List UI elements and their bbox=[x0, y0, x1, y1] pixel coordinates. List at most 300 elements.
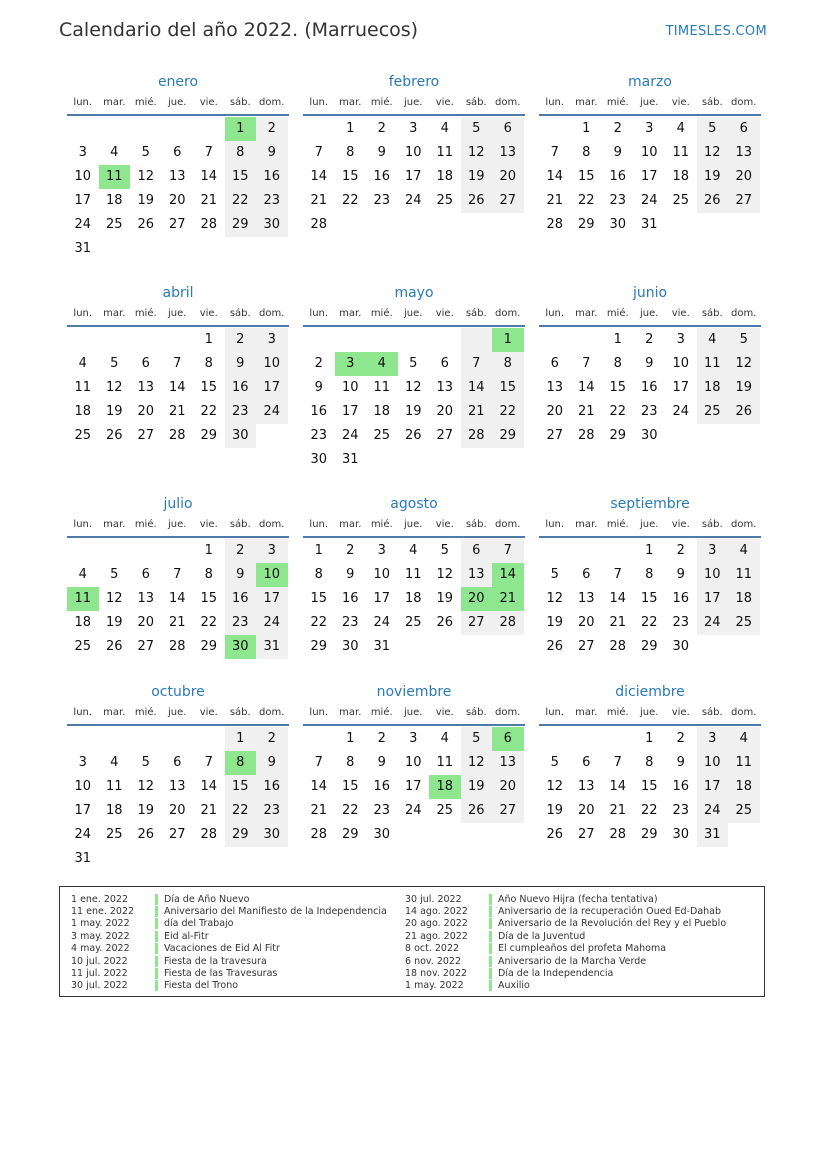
empty-cell bbox=[162, 237, 194, 261]
day-cell: 26 bbox=[697, 189, 729, 213]
day-cell: 18 bbox=[105, 803, 123, 818]
day-cell: 5 bbox=[728, 328, 760, 352]
weekday-label: jue. bbox=[168, 307, 187, 319]
month-febrero bbox=[303, 71, 525, 237]
day-cell: 15 bbox=[609, 380, 627, 395]
day-cell: 18 bbox=[436, 169, 454, 184]
empty-cell bbox=[398, 328, 430, 352]
day-cell: 27 bbox=[137, 428, 155, 443]
day-cell: 1 bbox=[582, 121, 591, 136]
day-cell: 14 bbox=[461, 376, 493, 400]
day-cell: 6 bbox=[461, 539, 493, 563]
holiday-date: 21 ago. 2022 bbox=[405, 930, 468, 942]
day-cell: 5 bbox=[141, 755, 150, 770]
day-cell: 10 bbox=[697, 563, 729, 587]
day-cell: 30 bbox=[609, 217, 627, 232]
weekday-label: dom. bbox=[259, 307, 285, 319]
day-cell: 26 bbox=[105, 428, 123, 443]
weekday-label: mié. bbox=[134, 96, 157, 108]
weekday-label: dom. bbox=[731, 96, 757, 108]
legend-row bbox=[405, 955, 726, 967]
weekday-label: jue. bbox=[168, 706, 187, 718]
day-cell: 22 bbox=[200, 615, 218, 630]
day-cell: 4 bbox=[440, 731, 449, 746]
legend-row bbox=[71, 967, 387, 979]
holiday-marker bbox=[155, 931, 158, 942]
holiday-date: 11 jul. 2022 bbox=[71, 968, 128, 980]
weekday-header bbox=[539, 703, 761, 721]
empty-cell bbox=[162, 117, 194, 141]
weekday-label: lun. bbox=[309, 307, 329, 319]
day-cell: 9 bbox=[377, 755, 386, 770]
weekday-label: dom. bbox=[259, 706, 285, 718]
legend-row bbox=[405, 918, 726, 930]
day-cell: 22 bbox=[225, 799, 257, 823]
day-cell: 16 bbox=[310, 404, 328, 419]
day-cell: 2 bbox=[256, 727, 288, 751]
day-cell: 28 bbox=[492, 611, 524, 635]
day-cell: 13 bbox=[137, 591, 155, 606]
day-cell: 21 bbox=[609, 803, 627, 818]
month-julio bbox=[67, 493, 289, 659]
weekday-label: mié. bbox=[370, 518, 393, 530]
day-cell: 4 bbox=[78, 356, 87, 371]
day-cell: 6 bbox=[728, 117, 760, 141]
day-cell: 1 bbox=[613, 332, 622, 347]
day-cell: 9 bbox=[645, 356, 654, 371]
holiday-name: Día de Año Nuevo bbox=[164, 893, 250, 905]
day-cell: 27 bbox=[728, 189, 760, 213]
day-cell: 20 bbox=[728, 165, 760, 189]
weekday-label: mar. bbox=[575, 96, 598, 108]
day-cell: 20 bbox=[137, 404, 155, 419]
day-cell: 6 bbox=[141, 356, 150, 371]
day-cell: 23 bbox=[373, 803, 391, 818]
holiday-date: 20 ago. 2022 bbox=[405, 918, 468, 930]
day-cell: 7 bbox=[461, 352, 493, 376]
day-cell: 18 bbox=[672, 169, 690, 184]
weekday-label: dom. bbox=[731, 307, 757, 319]
day-cell: 16 bbox=[373, 779, 391, 794]
day-cell: 13 bbox=[728, 141, 760, 165]
day-cell: 8 bbox=[645, 567, 654, 582]
day-cell: 7 bbox=[492, 539, 524, 563]
day-cell: 16 bbox=[609, 169, 627, 184]
day-cell: 4 bbox=[728, 727, 760, 751]
weekday-header bbox=[539, 515, 761, 533]
holiday-date: 6 nov. 2022 bbox=[405, 955, 461, 967]
day-cell: 15 bbox=[341, 779, 359, 794]
day-cell: 30 bbox=[640, 428, 658, 443]
day-cell: 11 bbox=[99, 165, 131, 189]
holiday-name: Aniversario de la Revolución del Rey y el Pueblo bbox=[498, 918, 727, 930]
day-cell: 23 bbox=[341, 615, 359, 630]
holiday-marker bbox=[155, 918, 158, 929]
day-cell: 3 bbox=[377, 543, 386, 558]
day-cell: 6 bbox=[141, 567, 150, 582]
day-cell: 3 bbox=[409, 731, 418, 746]
day-grid bbox=[303, 328, 525, 472]
holiday-date: 18 nov. 2022 bbox=[405, 968, 468, 980]
weekday-label: sáb. bbox=[701, 706, 723, 718]
day-cell: 17 bbox=[697, 587, 729, 611]
day-cell: 10 bbox=[672, 356, 690, 371]
day-cell: 17 bbox=[640, 169, 658, 184]
day-cell: 16 bbox=[256, 775, 288, 799]
empty-cell bbox=[461, 823, 493, 847]
header-divider bbox=[539, 114, 761, 116]
day-cell: 2 bbox=[676, 731, 685, 746]
empty-cell bbox=[225, 237, 257, 261]
day-cell: 17 bbox=[256, 587, 288, 611]
day-cell: 29 bbox=[225, 213, 257, 237]
day-cell: 31 bbox=[640, 217, 658, 232]
day-cell: 11 bbox=[728, 563, 760, 587]
weekday-label: sáb. bbox=[701, 307, 723, 319]
day-cell: 12 bbox=[105, 380, 123, 395]
empty-cell bbox=[193, 117, 225, 141]
day-cell: 29 bbox=[341, 827, 359, 842]
weekday-label: jue. bbox=[404, 518, 423, 530]
holiday-marker bbox=[489, 906, 492, 917]
day-cell: 10 bbox=[404, 145, 422, 160]
day-cell: 14 bbox=[310, 779, 328, 794]
weekday-label: mar. bbox=[339, 518, 362, 530]
day-cell: 6 bbox=[582, 567, 591, 582]
weekday-label: dom. bbox=[259, 518, 285, 530]
legend-row bbox=[71, 918, 387, 930]
empty-cell bbox=[162, 328, 194, 352]
day-cell: 5 bbox=[550, 755, 559, 770]
empty-cell bbox=[99, 847, 131, 871]
weekday-label: lun. bbox=[309, 518, 329, 530]
day-cell: 9 bbox=[377, 145, 386, 160]
day-cell: 30 bbox=[256, 823, 288, 847]
day-cell: 26 bbox=[546, 639, 564, 654]
day-cell: 19 bbox=[105, 615, 123, 630]
day-cell: 3 bbox=[256, 539, 288, 563]
legend-row bbox=[405, 893, 726, 905]
day-cell: 27 bbox=[436, 428, 454, 443]
month-name: septiembre bbox=[610, 496, 690, 512]
day-cell: 31 bbox=[256, 635, 288, 659]
weekday-label: vie. bbox=[435, 518, 454, 530]
legend-row bbox=[405, 930, 726, 942]
day-cell: 14 bbox=[609, 591, 627, 606]
day-cell: 29 bbox=[577, 217, 595, 232]
day-cell: 25 bbox=[105, 827, 123, 842]
day-cell: 9 bbox=[225, 563, 257, 587]
day-cell: 1 bbox=[225, 117, 257, 141]
day-cell: 20 bbox=[492, 165, 524, 189]
day-cell: 27 bbox=[137, 639, 155, 654]
day-cell: 24 bbox=[256, 611, 288, 635]
day-cell: 7 bbox=[173, 567, 182, 582]
day-cell: 24 bbox=[697, 611, 729, 635]
weekday-label: lun. bbox=[545, 706, 565, 718]
day-cell: 8 bbox=[204, 356, 213, 371]
empty-cell bbox=[335, 328, 367, 352]
day-cell: 29 bbox=[200, 639, 218, 654]
holiday-marker bbox=[155, 943, 158, 954]
day-cell: 22 bbox=[200, 404, 218, 419]
weekday-header bbox=[67, 515, 289, 533]
legend-row bbox=[71, 905, 387, 917]
weekday-label: lun. bbox=[73, 307, 93, 319]
day-cell: 24 bbox=[404, 803, 422, 818]
empty-cell bbox=[665, 213, 697, 237]
weekday-label: mié. bbox=[370, 307, 393, 319]
empty-cell bbox=[429, 448, 461, 472]
weekday-label: lun. bbox=[545, 307, 565, 319]
day-cell: 31 bbox=[341, 452, 359, 467]
day-cell: 1 bbox=[346, 121, 355, 136]
day-cell: 15 bbox=[225, 775, 257, 799]
day-cell: 16 bbox=[341, 591, 359, 606]
day-cell: 28 bbox=[609, 827, 627, 842]
weekday-label: jue. bbox=[640, 518, 659, 530]
empty-cell bbox=[67, 727, 99, 751]
day-cell: 11 bbox=[728, 751, 760, 775]
header-divider bbox=[67, 536, 289, 538]
day-cell: 11 bbox=[373, 380, 391, 395]
day-cell: 12 bbox=[697, 141, 729, 165]
day-cell: 19 bbox=[546, 803, 564, 818]
weekday-label: sáb. bbox=[229, 307, 251, 319]
holiday-date: 4 may. 2022 bbox=[71, 943, 130, 955]
empty-cell bbox=[398, 635, 430, 659]
day-cell: 8 bbox=[582, 145, 591, 160]
holiday-name: Eid al-Fitr bbox=[164, 930, 209, 942]
day-cell: 8 bbox=[492, 352, 524, 376]
empty-cell bbox=[492, 213, 524, 237]
weekday-header bbox=[539, 304, 761, 322]
day-cell: 5 bbox=[110, 567, 119, 582]
empty-cell bbox=[602, 727, 634, 751]
empty-cell bbox=[461, 328, 493, 352]
day-cell: 23 bbox=[225, 611, 257, 635]
empty-cell bbox=[162, 727, 194, 751]
holiday-marker bbox=[155, 894, 158, 905]
header-divider bbox=[303, 724, 525, 726]
day-cell: 27 bbox=[492, 799, 524, 823]
day-cell: 31 bbox=[697, 823, 729, 847]
day-grid bbox=[539, 727, 761, 847]
day-cell: 27 bbox=[577, 827, 595, 842]
day-cell: 3 bbox=[78, 755, 87, 770]
day-cell: 21 bbox=[546, 193, 564, 208]
empty-cell bbox=[429, 328, 461, 352]
month-diciembre bbox=[539, 681, 761, 847]
day-cell: 18 bbox=[728, 587, 760, 611]
weekday-header bbox=[303, 93, 525, 111]
day-cell: 22 bbox=[341, 803, 359, 818]
day-cell: 26 bbox=[404, 428, 422, 443]
weekday-label: mié. bbox=[370, 706, 393, 718]
day-cell: 15 bbox=[200, 380, 218, 395]
site-brand-link[interactable]: TIMESLES.COM bbox=[665, 24, 767, 39]
day-cell: 24 bbox=[373, 615, 391, 630]
month-agosto bbox=[303, 493, 525, 659]
day-cell: 11 bbox=[67, 587, 99, 611]
weekday-label: jue. bbox=[640, 706, 659, 718]
legend-row bbox=[405, 943, 726, 955]
empty-cell bbox=[398, 213, 430, 237]
day-cell: 23 bbox=[640, 404, 658, 419]
day-cell: 13 bbox=[168, 169, 186, 184]
day-cell: 12 bbox=[436, 567, 454, 582]
day-cell: 18 bbox=[74, 404, 92, 419]
day-cell: 20 bbox=[436, 404, 454, 419]
day-cell: 22 bbox=[609, 404, 627, 419]
holiday-marker bbox=[489, 956, 492, 967]
empty-cell bbox=[225, 847, 257, 871]
day-cell: 11 bbox=[697, 352, 729, 376]
day-cell: 15 bbox=[310, 591, 328, 606]
day-cell: 6 bbox=[550, 356, 559, 371]
day-cell: 17 bbox=[404, 169, 422, 184]
empty-cell bbox=[728, 635, 760, 659]
weekday-label: jue. bbox=[404, 706, 423, 718]
holiday-date: 1 ene. 2022 bbox=[71, 893, 128, 905]
empty-cell bbox=[429, 213, 461, 237]
day-cell: 10 bbox=[341, 380, 359, 395]
day-cell: 27 bbox=[577, 639, 595, 654]
day-cell: 7 bbox=[314, 755, 323, 770]
day-cell: 28 bbox=[310, 217, 328, 232]
day-cell: 6 bbox=[173, 755, 182, 770]
holiday-name: Día de la Independencia bbox=[498, 968, 614, 980]
day-cell: 19 bbox=[546, 615, 564, 630]
day-cell: 30 bbox=[341, 639, 359, 654]
holiday-date: 30 jul. 2022 bbox=[405, 893, 462, 905]
empty-cell bbox=[67, 328, 99, 352]
holiday-marker bbox=[489, 968, 492, 979]
weekday-header bbox=[67, 93, 289, 111]
day-cell: 25 bbox=[105, 217, 123, 232]
day-cell: 9 bbox=[256, 751, 288, 775]
day-cell: 7 bbox=[582, 356, 591, 371]
day-cell: 25 bbox=[74, 639, 92, 654]
day-cell: 26 bbox=[137, 217, 155, 232]
day-cell: 20 bbox=[492, 775, 524, 799]
weekday-label: lun. bbox=[73, 518, 93, 530]
day-cell: 14 bbox=[168, 380, 186, 395]
day-cell: 26 bbox=[436, 615, 454, 630]
header-divider bbox=[303, 325, 525, 327]
holiday-marker bbox=[489, 918, 492, 929]
weekday-label: mar. bbox=[339, 307, 362, 319]
day-cell: 6 bbox=[492, 727, 524, 751]
day-cell: 19 bbox=[461, 775, 493, 799]
day-cell: 15 bbox=[225, 165, 257, 189]
day-cell: 16 bbox=[672, 591, 690, 606]
holiday-name: Aniversario de la recuperación Oued Ed-Dahab bbox=[498, 906, 722, 918]
empty-cell bbox=[728, 823, 760, 847]
day-cell: 23 bbox=[310, 428, 328, 443]
day-cell: 29 bbox=[200, 428, 218, 443]
day-cell: 22 bbox=[640, 615, 658, 630]
day-cell: 21 bbox=[310, 193, 328, 208]
empty-cell bbox=[99, 727, 131, 751]
day-cell: 27 bbox=[461, 611, 493, 635]
day-cell: 2 bbox=[645, 332, 654, 347]
empty-cell bbox=[366, 213, 398, 237]
day-cell: 25 bbox=[436, 193, 454, 208]
legend-row bbox=[71, 893, 387, 905]
day-cell: 20 bbox=[168, 803, 186, 818]
day-cell: 12 bbox=[546, 591, 564, 606]
header-divider bbox=[67, 325, 289, 327]
empty-cell bbox=[429, 635, 461, 659]
holiday-name: Fiesta de la travesura bbox=[164, 955, 267, 967]
day-cell: 8 bbox=[346, 145, 355, 160]
day-cell: 19 bbox=[728, 376, 760, 400]
empty-cell bbox=[366, 448, 398, 472]
legend-column-1 bbox=[71, 893, 387, 992]
day-cell: 27 bbox=[492, 189, 524, 213]
empty-cell bbox=[162, 847, 194, 871]
empty-cell bbox=[99, 539, 131, 563]
weekday-label: mié. bbox=[134, 307, 157, 319]
day-cell: 21 bbox=[492, 587, 524, 611]
day-cell: 11 bbox=[436, 755, 454, 770]
empty-cell bbox=[539, 328, 571, 352]
holiday-name: Auxilio bbox=[498, 980, 530, 992]
weekday-label: jue. bbox=[640, 96, 659, 108]
weekday-label: vie. bbox=[199, 518, 218, 530]
day-cell: 9 bbox=[676, 755, 685, 770]
day-cell: 29 bbox=[640, 827, 658, 842]
day-cell: 18 bbox=[429, 775, 461, 799]
day-cell: 21 bbox=[310, 803, 328, 818]
day-cell: 4 bbox=[78, 567, 87, 582]
day-cell: 5 bbox=[440, 543, 449, 558]
holiday-name: Año Nuevo Hijra (fecha tentativa) bbox=[498, 893, 658, 905]
day-cell: 16 bbox=[640, 380, 658, 395]
weekday-label: sáb. bbox=[229, 518, 251, 530]
day-cell: 14 bbox=[200, 779, 218, 794]
month-name: julio bbox=[163, 496, 193, 512]
day-cell: 2 bbox=[314, 356, 323, 371]
day-cell: 11 bbox=[105, 779, 123, 794]
day-cell: 23 bbox=[256, 799, 288, 823]
day-cell: 14 bbox=[168, 591, 186, 606]
day-cell: 7 bbox=[314, 145, 323, 160]
weekday-label: vie. bbox=[435, 307, 454, 319]
month-mayo bbox=[303, 282, 525, 472]
day-cell: 28 bbox=[200, 217, 218, 232]
day-cell: 4 bbox=[728, 539, 760, 563]
day-cell: 28 bbox=[546, 217, 564, 232]
day-cell: 23 bbox=[672, 803, 690, 818]
day-cell: 3 bbox=[697, 539, 729, 563]
day-cell: 20 bbox=[577, 803, 595, 818]
day-cell: 9 bbox=[225, 352, 257, 376]
empty-cell bbox=[539, 539, 571, 563]
day-cell: 8 bbox=[225, 751, 257, 775]
weekday-label: mar. bbox=[103, 706, 126, 718]
weekday-label: mar. bbox=[575, 518, 598, 530]
day-cell: 20 bbox=[577, 615, 595, 630]
day-cell: 30 bbox=[672, 827, 690, 842]
day-cell: 4 bbox=[676, 121, 685, 136]
day-cell: 28 bbox=[609, 639, 627, 654]
weekday-label: vie. bbox=[671, 307, 690, 319]
day-cell: 10 bbox=[74, 169, 92, 184]
day-cell: 3 bbox=[78, 145, 87, 160]
day-cell: 25 bbox=[697, 400, 729, 424]
